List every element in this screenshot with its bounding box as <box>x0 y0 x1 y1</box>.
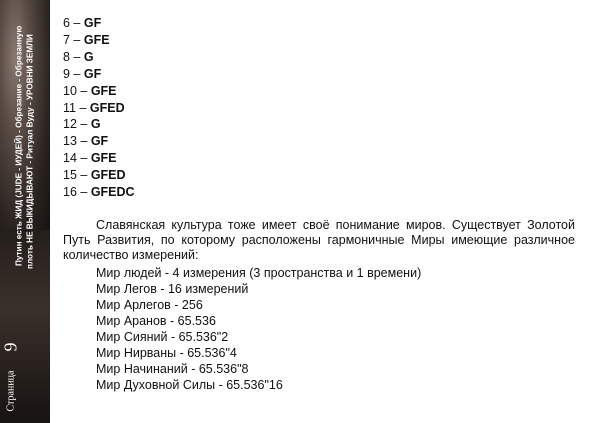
list-item <box>63 133 583 150</box>
world-item: Мир Легов - 16 измерений <box>96 281 249 296</box>
page-content <box>63 15 583 393</box>
list-item <box>63 116 583 133</box>
list-item-code: GF <box>83 66 102 81</box>
list-item-separator: – <box>76 117 91 132</box>
code-list <box>63 15 583 201</box>
intro-paragraph: Славянская культура тоже имеет своё понимание миров. Существует Золотой Путь Развития, по которому расположены гармоничные Миры имеющие различное количество измерений: <box>63 217 575 263</box>
list-item-code: GFE <box>83 32 110 47</box>
list-item-separator: – <box>69 16 84 30</box>
list-item-number: 11 <box>63 100 76 115</box>
list-item-number: 9 <box>63 66 70 81</box>
list-item-code: GF <box>90 134 109 149</box>
page-label <box>2 333 20 418</box>
list-item-separator: – <box>76 83 91 98</box>
world-item: Мир Нирваны - 65.536"4 <box>96 346 237 361</box>
list-item <box>63 100 583 117</box>
list-item-separator: – <box>69 49 84 64</box>
sidebar-caption-line-2: плоть НЕ ВЫКИДЫВАЮТ - Ритуал Вуду - УРОВНИ ЗЕМЛИ <box>25 34 34 269</box>
list-item-code: GF <box>83 16 102 30</box>
list-item-code: GFEDC <box>90 185 135 200</box>
world-item: Мир Сияний - 65.536"2 <box>96 329 229 344</box>
page-number: 9 <box>0 342 21 352</box>
list-item <box>63 167 583 184</box>
list-item-number: 14 <box>63 151 77 166</box>
list-item-code: GFED <box>90 168 126 183</box>
list-item-separator: – <box>76 134 91 149</box>
list-item-separator: – <box>75 100 90 115</box>
list-item-separator: – <box>76 168 91 183</box>
worlds-list <box>63 265 583 394</box>
list-item-number: 12 <box>63 117 77 132</box>
list-item-code: G <box>83 49 94 64</box>
list-item-code: GFED <box>89 100 125 115</box>
list-item <box>63 184 583 201</box>
list-item-number: 10 <box>63 83 77 98</box>
list-item-separator: – <box>69 66 84 81</box>
world-item: Мир Аранов - 65.536 <box>96 313 216 328</box>
list-item-number: 13 <box>63 134 77 149</box>
list-item-code: G <box>90 117 101 132</box>
world-item: Мир Начинаний - 65.536"8 <box>96 362 249 377</box>
sidebar-banner <box>0 0 50 423</box>
list-item-code: GFE <box>90 83 117 98</box>
list-item <box>63 32 583 49</box>
list-item-separator: – <box>76 185 91 200</box>
list-item <box>63 150 583 167</box>
list-item <box>63 49 583 66</box>
list-item <box>63 66 583 83</box>
list-item-number: 15 <box>63 168 77 183</box>
page-word: Страница <box>5 370 17 412</box>
list-item <box>63 15 583 32</box>
list-item-code: GFE <box>90 151 117 166</box>
list-item-separator: – <box>76 151 91 166</box>
list-item-separator: – <box>69 32 84 47</box>
list-item-number: 6 <box>63 16 70 30</box>
world-item: Мир Арлегов - 256 <box>96 297 203 312</box>
world-item: Мир людей - 4 измерения (3 пространства и 1 времени) <box>96 265 422 280</box>
list-item-number: 8 <box>63 49 70 64</box>
sidebar-caption-line-1: Путин есть ЖИД (JUDE - ИУДЕЙ) - Обрезание - Обрезанную <box>14 25 24 266</box>
world-item: Мир Духовной Силы - 65.536"16 <box>96 378 283 393</box>
list-item-number: 7 <box>63 32 70 47</box>
list-item-number: 16 <box>63 185 77 200</box>
list-item <box>63 83 583 100</box>
